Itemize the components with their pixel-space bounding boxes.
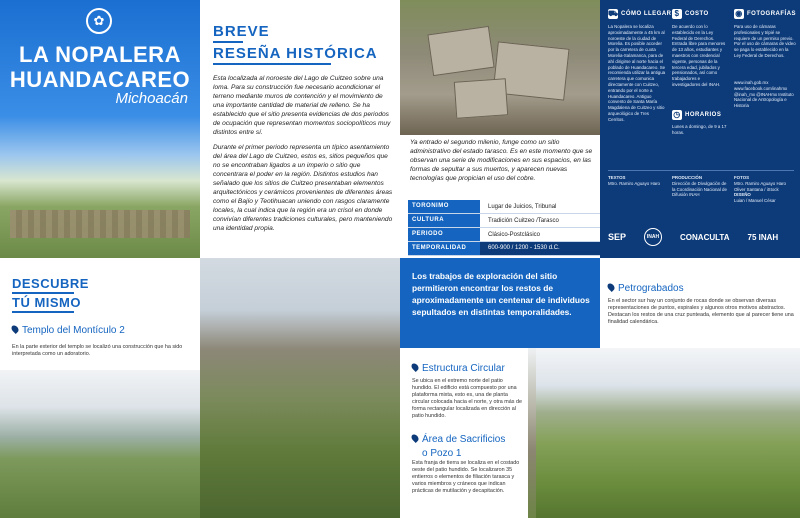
cover-title-line2: HUANDACAREO (9, 67, 191, 92)
conaculta-logo: CONACULTA (680, 232, 730, 242)
credits-produccion-label: PRODUCCIÓN (672, 175, 703, 180)
map-pin-icon (410, 433, 420, 443)
discover-underline-2 (12, 311, 74, 313)
history-heading-2: RESEÑA HISTÓRICA (213, 45, 378, 62)
facts-key: TORONIMO (408, 200, 480, 213)
credits-fotos-value: Mtro. Ramiro Aguayo Haro Oliver Santana / iStock (734, 180, 786, 192)
credits-textos-value: Mtro. Ramiro Aguayo Haro (608, 180, 660, 186)
facts-value: Lugar de Juicios, Tribunal (488, 203, 557, 210)
cover-title (0, 42, 200, 92)
horarios-heading (672, 110, 721, 120)
site1-title: Templo del Montículo 2 (22, 325, 125, 336)
facts-table (408, 200, 600, 256)
dollar-icon: $ (672, 9, 682, 19)
facts-row (408, 228, 600, 242)
map-pin-icon (410, 362, 420, 372)
petro-title: Petrograbados (618, 283, 684, 294)
circular-heading (412, 358, 505, 376)
history-heading-1: BREVE (213, 23, 270, 40)
cover-panel (0, 0, 200, 258)
credits-produccion (672, 175, 730, 198)
como-llegar-heading (608, 9, 672, 19)
cover-title-line1: LA NOPALERA (19, 42, 181, 67)
inah-logo-icon: ✿ (86, 8, 112, 34)
credits-produccion-value: Dirección de Divulgación de la Coordinación Nacional de Difusión INAH (672, 180, 727, 198)
credits-fotos (734, 175, 796, 204)
history-paragraph-1: Esta localizada al noroeste del Lago de Cuitzeo sobre una loma. Para su construcción fue necesario acondicionar el terreno mediante muros de contención y el movimiento de una importante cantidad de material de relleno. Se ha establecido que el sitio presenta evidencias de dos periodos de ocupación que representan momentos sociopolíticos muy distintos entre sí. (213, 75, 391, 136)
discover-heading-2: TÚ MISMO (12, 295, 81, 310)
facts-key: PERIODO (408, 228, 480, 241)
sacrificios-text: Esta franja de tierra se localiza en el costado oeste del patio hundido. Se localizaron 35 entierros o elementos de filiación tarasca y varios miembros y cráneos que indican prácticas de mutilación y decapitación. (412, 460, 520, 494)
costo-text: De acuerdo con lo establecido en la Ley Federal de Derechos. Entrada libre para menores de 13 años, estudiantes y maestros con credencial vigente, personas de la tercera edad, jubilados y pensionados, así como trabajadores e investigadores del INAH. (672, 24, 726, 87)
facts-row (408, 200, 600, 214)
map-pin-icon (10, 324, 20, 334)
horarios-label: HORARIOS (685, 112, 722, 118)
horarios-text: Lunes a domingo, de 9 a 17 horas. (672, 124, 727, 135)
fotografias-text: Para uso de cámaras profesionales y tripié se requiere de un permiso previo. Por el uso de cámaras de video se paga lo establecido en la Ley Federal de Derechos. (734, 24, 796, 58)
ruins-photo-top (400, 0, 600, 135)
como-llegar-label: CÓMO LLEGAR (621, 11, 672, 17)
sacrificios-title-2: o Pozo 1 (422, 448, 462, 459)
valley-photo (536, 348, 800, 518)
facts-key: CULTURA (408, 214, 480, 227)
credits-fotos-label: FOTOS (734, 175, 750, 180)
circular-title: Estructura Circular (422, 363, 505, 374)
credits-diseno-value: Luian / Manuel César (734, 198, 776, 204)
inah-75-logo: 75 INAH (747, 232, 779, 242)
site1-text: En la parte exterior del templo se localizó una construcción que ha sido interpretada como un adoratorio. (12, 344, 183, 357)
credits-textos-label: TEXTOS (608, 175, 626, 180)
info-panel (600, 0, 800, 258)
history-underline-1 (213, 41, 243, 43)
credits-textos (608, 175, 666, 187)
highlight-box (400, 258, 600, 348)
petro-panel (600, 258, 800, 348)
facts-key: TEMPORALIDAD (408, 242, 480, 255)
highlight-text: Los trabajos de exploración del sitio permitieron encontrar los restos de aproximadamente un centenar de individuos sepultados en distintas temporalidades. (412, 271, 590, 317)
petro-text: En el sector sur hay un conjunto de rocas donde se observan diversas representaciones de puntos, espirales y algunos otros motivos abstractos. Destacan los restos de una cruz punteada, elemento que al parecer tiene una finalidad calendárica. (608, 298, 794, 325)
petro-heading (608, 278, 684, 296)
history-paragraph-3: Ya entrado el segundo milenio, funge como un sitio administrativo del estado tarasco. Es en este momento que se observan una serie de modificaciones en sus espacios, en las formas de sepultar a sus muertos, y aparecen nuevas tecnologías que propician el uso del cobre. (410, 139, 593, 182)
logos-row (608, 228, 778, 246)
credits-diseno-label: DISEÑO (734, 192, 751, 198)
car-icon: ⛟ (608, 9, 619, 18)
fotografias-label: FOTOGRAFÍAS (747, 11, 797, 17)
discover-underline-1 (12, 292, 74, 294)
circular-text: Se ubica en el extremo norte del patio hundido. El edificio está compuesto por una plataforma mixta, esto es, una de planta circular colocada hacia el norte, y otra más de forma rectangular localizada en dirección al patio hundido. (412, 378, 522, 419)
facts-value: Clásico-Postclásico (488, 231, 541, 238)
history-underline-2 (213, 63, 331, 65)
facts-row (408, 214, 600, 228)
facts-value: 600-900 / 1200 - 1530 d.C. (480, 242, 600, 255)
fotografias-heading (734, 9, 796, 19)
como-llegar-text: La Nopalera se localiza aproximadamente a 45 km al noroeste de la ciudad de Morelia. Es posible acceder por la carretera de cuota Morelia-Salamanca, para de ahí dirigirse al norte hacia el poblado de Huandacareo. Se recomienda utilizar la antigua carretera que comunica directamente con Cuitzeo, entrando por el norte a Huandacareo. Antiguo convento de Santa María Magdalena de Cuitzeo y sitio arqueológico de Tres Cerritos. (608, 24, 666, 122)
courtyard-photo (200, 258, 400, 518)
clock-icon: ◷ (673, 110, 681, 119)
costo-heading (672, 9, 709, 19)
sep-logo: SEP (608, 232, 627, 242)
sacrificios-heading (412, 432, 505, 460)
info-divider (608, 170, 794, 171)
map-pin-icon (606, 282, 616, 292)
site1-heading (12, 320, 125, 338)
temple-photo (0, 370, 200, 518)
contact-text[interactable]: www.inah.gob.mx www.facebook.com/inahmx @inah_mx @INAHmx Instituto Nacional de Antropología e Historia (734, 80, 794, 109)
discover-heading-1: DESCUBRE (12, 276, 89, 291)
history-panel (200, 0, 400, 258)
inah-seal-logo: INAH (644, 228, 662, 246)
facts-value: Tradición Cuitzeo /Tarasco (488, 217, 559, 224)
history-paragraph-2: Durante el primer periodo representa un típico asentamiento del área del Lago de Cuitzeo, estos es, sitios pequeños que no se encontraban ligados a un imperio o sitio que concentrara el poder en la región. Distintos estudios han señalado que los sitios de Cuitzeo presentaban elementos arquitectónicos y cerámicos provenientes de diferentes áreas como el Bajío y Teotihuacan uniendo con rasgos claramente locales, la cual indica que la región era un crisol en donde convivían diferentes tradiciones culturales, pero manteniendo una identidad propia. (213, 144, 393, 232)
discover-panel (0, 258, 200, 518)
sacrificios-title-1: Área de Sacrificios (422, 434, 506, 445)
cover-ruins-photo (10, 210, 190, 238)
costo-label: COSTO (685, 11, 709, 17)
cover-state: Michoacán (115, 90, 188, 107)
facts-row (408, 242, 600, 256)
camera-icon: ◉ (735, 9, 743, 18)
